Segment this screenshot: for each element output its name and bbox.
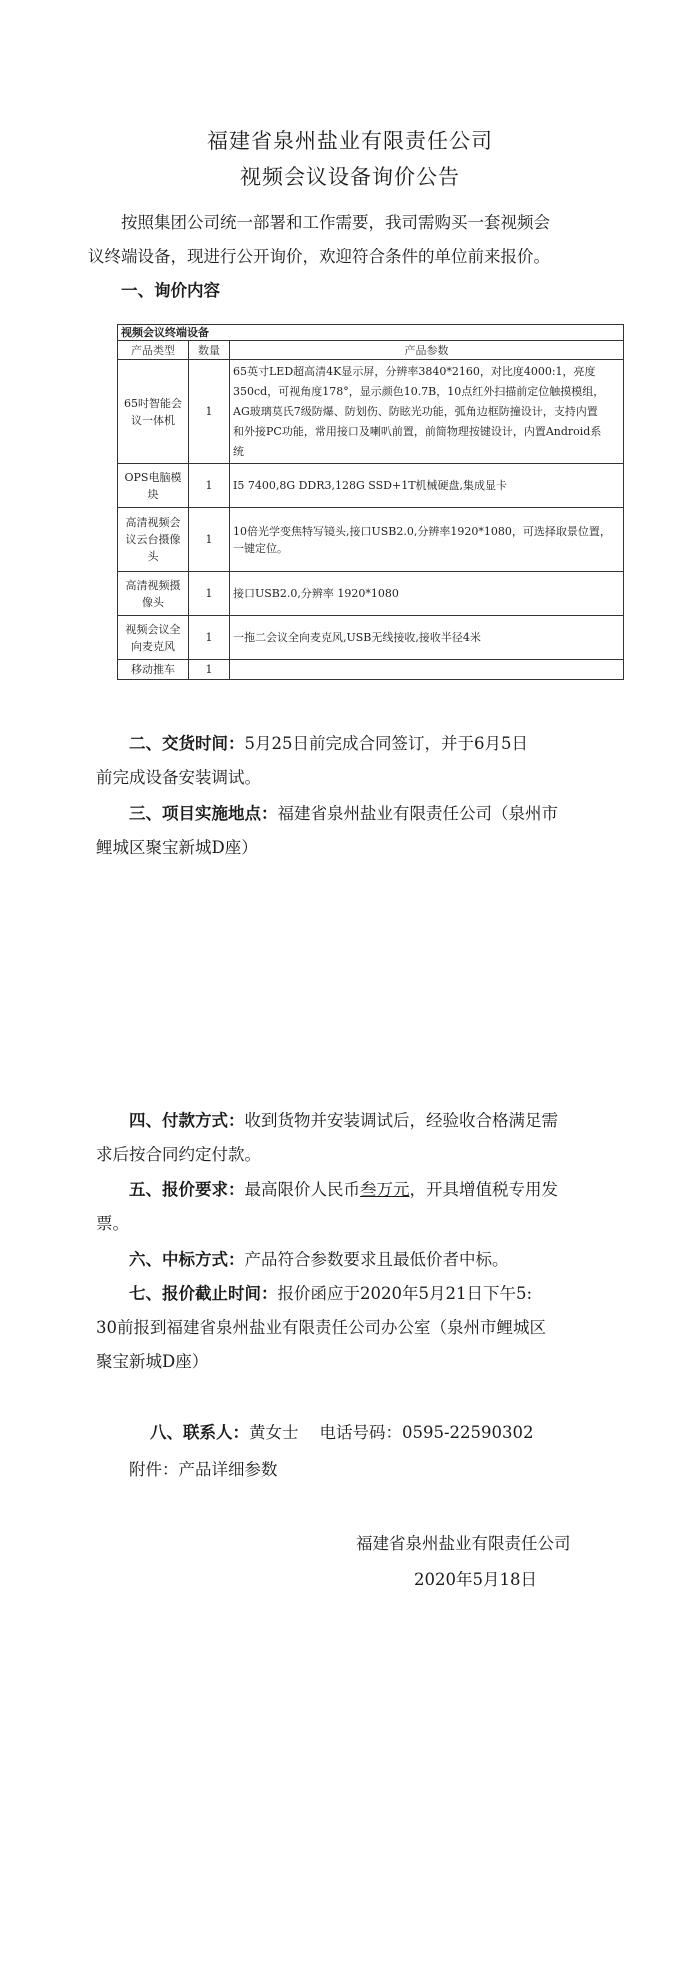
param-line: AG玻璃莫氏7级防爆、防划伤、防眩光功能，弧角边框防撞设计，支持内置 <box>233 404 598 418</box>
type-line: 向麦克风 <box>131 639 175 653</box>
section-3-text-1: 福建省泉州盐业有限责任公司（泉州市 <box>277 804 558 823</box>
type-line: 视频会议全 <box>125 622 181 636</box>
row-param <box>230 464 624 508</box>
section-3 <box>96 797 626 865</box>
section-4 <box>96 1104 626 1172</box>
row-qty: 1 <box>189 572 230 616</box>
section-5-text-b: ，开具增值税专用发 <box>409 1180 558 1199</box>
row-param <box>230 360 624 464</box>
row-qty: 1 <box>189 360 230 464</box>
table-row <box>118 660 624 680</box>
intro-paragraph <box>88 206 618 274</box>
section-2-label: 二、交货时间： <box>129 734 245 753</box>
header-type: 产品类型 <box>118 341 189 360</box>
page-title: 福建省泉州盐业有限责任公司 <box>207 129 493 153</box>
row-type <box>118 464 189 508</box>
section-2-text-1: 5月25日前完成合同签订，并于6月5日 <box>244 734 528 753</box>
section-6-text: 产品符合参数要求且最低价者中标。 <box>244 1250 509 1269</box>
param-line: 一键定位。 <box>233 541 288 555</box>
section-5 <box>96 1173 626 1241</box>
type-line: 移动推车 <box>131 663 175 676</box>
table-row <box>118 360 624 464</box>
row-qty: 1 <box>189 464 230 508</box>
attachment-text: 附件：产品详细参数 <box>129 1460 278 1479</box>
intro-line-2: 议终端设备，现进行公开询价，欢迎符合条件的单位前来报价。 <box>88 247 550 266</box>
section-7 <box>96 1277 626 1379</box>
row-param <box>230 660 624 680</box>
price-cap-amount: 叁万元 <box>360 1180 410 1199</box>
section-5-text-a: 最高限价人民币 <box>244 1180 360 1199</box>
section-5-text-c: 票。 <box>96 1214 129 1233</box>
param-line: I5 7400,8G DDR3,128G SSD+1T机械硬盘,集成显卡 <box>233 479 508 492</box>
type-line: 高清视频会 <box>125 516 181 529</box>
section-8-label: 八、联系人： <box>149 1423 249 1442</box>
row-qty: 1 <box>189 660 230 680</box>
param-line: 统 <box>233 444 244 458</box>
section-6-label: 六、中标方式： <box>129 1250 245 1269</box>
row-qty: 1 <box>189 508 230 572</box>
spec-table <box>117 324 624 680</box>
section-4-text-2: 求后按合同约定付款。 <box>96 1145 261 1164</box>
type-line: OPS电脑模 <box>124 470 182 484</box>
row-param <box>230 616 624 660</box>
row-type <box>118 360 189 464</box>
attachment-note <box>129 1453 659 1487</box>
intro-line-1: 按照集团公司统一部署和工作需要，我司需购买一套视频会 <box>121 213 550 232</box>
section-7-text-2: 30前报到福建省泉州盐业有限责任公司办公室（泉州市鲤城区 <box>96 1318 546 1337</box>
table-row <box>118 508 624 572</box>
type-line: 议一体机 <box>131 413 175 427</box>
section-2 <box>96 727 626 795</box>
table-row <box>118 616 624 660</box>
param-line: 65英寸LED超高清4K显示屏，分辨率3840*2160，对比度4000:1，亮度 <box>233 364 596 378</box>
type-line: 65吋智能会 <box>124 396 182 410</box>
table-row <box>118 572 624 616</box>
row-qty: 1 <box>189 616 230 660</box>
section-2-text-2: 前完成设备安装调试。 <box>96 768 261 787</box>
param-line: 10倍光学变焦特写镜头,接口USB2.0,分辨率1920*1080，可选择取景位置， <box>233 524 611 538</box>
param-line: 350cd，可视角度178°，显示颜色10.7B，10点红外扫描前定位触摸模组， <box>233 384 605 398</box>
header-param: 产品参数 <box>230 341 624 360</box>
row-type <box>118 508 189 572</box>
table-row <box>118 464 624 508</box>
section-7-text-1: 报价函应于2020年5月21日下午5: <box>277 1284 533 1303</box>
row-type <box>118 572 189 616</box>
section-8 <box>96 1382 626 1442</box>
row-param <box>230 572 624 616</box>
section-3-label: 三、项目实施地点： <box>129 804 278 823</box>
type-line: 议云台摄像 <box>125 533 181 546</box>
row-param <box>230 508 624 572</box>
param-line: 和外接PC功能，常用接口及喇叭前置，前简物理按键设计，内置Android系 <box>233 424 602 438</box>
param-line: 接口USB2.0,分辨率 1920*1080 <box>233 587 399 600</box>
table-caption: 视频会议终端设备 <box>118 325 624 341</box>
type-line: 块 <box>147 487 159 501</box>
signature-date: 2020年5月18日 <box>414 1570 537 1589</box>
section-6 <box>96 1243 626 1277</box>
type-line: 像头 <box>142 595 164 609</box>
section-8-text: 黄女士 电话号码：0595-22590302 <box>248 1423 534 1442</box>
param-line: 一拖二会议全向麦克风,USB无线接收,接收半径4米 <box>233 631 481 644</box>
signature-company: 福建省泉州盐业有限责任公司 <box>356 1534 571 1553</box>
section-5-label: 五、报价要求： <box>129 1180 245 1199</box>
table-header-row <box>118 341 624 360</box>
row-type <box>118 616 189 660</box>
row-type <box>118 660 189 680</box>
section-4-label: 四、付款方式： <box>129 1111 245 1130</box>
section-4-text-1: 收到货物并安装调试后，经验收合格满足需 <box>244 1111 558 1130</box>
section-7-label: 七、报价截止时间： <box>129 1284 278 1303</box>
section-3-text-2: 鲤城区聚宝新城D座） <box>96 838 258 857</box>
section-1-heading <box>121 274 651 308</box>
type-line: 高清视频摄 <box>125 578 181 592</box>
section-1-label: 一、询价内容 <box>121 281 220 300</box>
section-7-text-3: 聚宝新城D座） <box>96 1352 209 1371</box>
header-qty: 数量 <box>189 341 230 360</box>
type-line: 头 <box>147 550 159 563</box>
page-subtitle: 视频会议设备询价公告 <box>240 165 460 189</box>
